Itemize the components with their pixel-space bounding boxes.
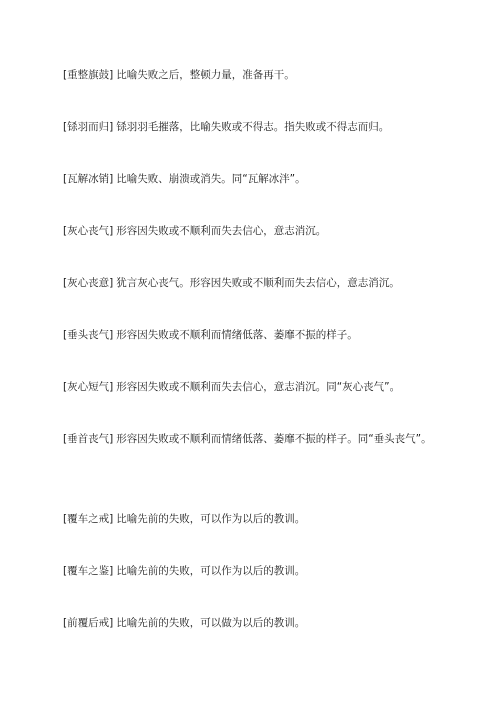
entry-definition: 犹言灰心丧气。形容因失败或不顺利而失去信心，意志消沉。 <box>116 277 400 289</box>
entry-definition: 形容因失败或不顺利而情绪低落、萎靡不振的样子。 <box>116 329 358 341</box>
entry-term: [铩羽而归] <box>63 121 114 133</box>
entry-definition: 形容因失败或不顺利而失去信心，意志消沉。同“灰心丧气”。 <box>116 381 401 393</box>
entry-definition: 比喻失败之后，整顿力量，准备再干。 <box>116 69 295 81</box>
entry-term: [灰心丧气] <box>63 225 114 237</box>
entry-definition: 比喻失败、崩溃或消失。同“瓦解冰泮”。 <box>116 173 306 185</box>
entry-2 <box>63 167 458 191</box>
entry-term: [前覆后戒] <box>63 617 114 629</box>
entry-term: [灰心短气] <box>63 381 114 393</box>
entry-term: [重整旗鼓] <box>63 69 114 81</box>
entry-term: [垂首丧气] <box>63 433 114 445</box>
entry-10 <box>63 611 458 635</box>
entry-3 <box>63 219 458 243</box>
entry-6 <box>63 375 458 399</box>
entry-7 <box>33 427 458 451</box>
entry-1 <box>63 115 458 139</box>
entry-definition: 铩羽羽毛摧落，比喻失败或不得志。指失败或不得志而归。 <box>116 121 390 133</box>
entry-definition: 形容因失败或不顺利而失去信心，意志消沉。 <box>116 225 327 237</box>
entry-term: [垂头丧气] <box>63 329 114 341</box>
entry-8 <box>63 507 458 531</box>
entry-definition: 比喻先前的失败，可以做为以后的教训。 <box>116 617 306 629</box>
entry-0 <box>63 63 458 87</box>
entry-term: [灰心丧意] <box>63 277 114 289</box>
entry-4 <box>63 271 458 295</box>
entry-definition: 形容因失败或不顺利而情绪低落、萎靡不振的样子。同“垂头丧气”。 <box>116 433 432 445</box>
entry-term: [瓦解冰销] <box>63 173 114 185</box>
entry-term: [覆车之戒] <box>63 513 114 525</box>
entry-term: [覆车之鉴] <box>63 565 114 577</box>
entry-5 <box>63 323 458 347</box>
entry-definition: 比喻先前的失败，可以作为以后的教训。 <box>116 565 306 577</box>
entry-9 <box>63 559 458 583</box>
entry-definition: 比喻先前的失败，可以作为以后的教训。 <box>116 513 306 525</box>
